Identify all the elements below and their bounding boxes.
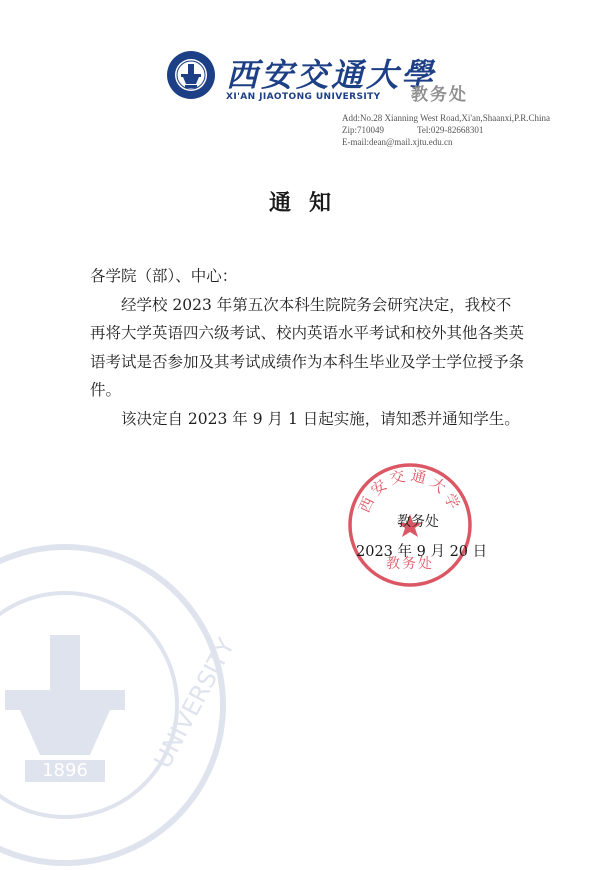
email-line: E-mail:dean@mail.xjtu.edu.cn [342, 137, 453, 147]
svg-text:西安交通大学 [355, 466, 465, 515]
university-name-cn: 西安交通大學 [226, 56, 437, 94]
seal-center-text: 教务处 [386, 556, 434, 572]
telephone: Tel:029-82668301 [417, 125, 484, 135]
xjtu-emblem-icon [166, 50, 216, 100]
zip-code: Zip:710049 [342, 125, 384, 135]
zip-tel-line [342, 124, 550, 136]
address-line: Add:No.28 Xianning West Road,Xi'an,Shaanxi,P.R.China [342, 113, 550, 123]
watermark-year: 1896 [42, 760, 88, 781]
signature-department: 教务处 [397, 514, 439, 530]
paragraph-decision: 经学校 2023 年第五次本科生院院务会研究决定，我校不再将大学英语四六级考试、校内英语水平考试和校外其他各类英语考试是否参加及其考试成绩作为本科生毕业及学士学位授予条件。 [90, 295, 525, 399]
university-emblem-watermark-icon [0, 540, 241, 870]
watermark-text: UNIVERSITY [148, 633, 241, 773]
seal-arc-text: 西安交通大学 [355, 466, 465, 516]
paragraph-effective-date: 该决定自 2023 年 9 月 1 日起实施，请知悉并通知学生。 [121, 409, 520, 428]
department-name: 教务处 [411, 85, 468, 105]
university-name-en: XI'AN JIAOTONG UNIVERSITY [226, 92, 381, 102]
salutation: 各学院（部）、中心： [90, 267, 238, 285]
notice-body [90, 262, 525, 433]
notice-title: 通知 [268, 191, 349, 216]
contact-info [342, 112, 550, 148]
signature-date: 2023 年 9 月 20 日 [356, 544, 488, 560]
